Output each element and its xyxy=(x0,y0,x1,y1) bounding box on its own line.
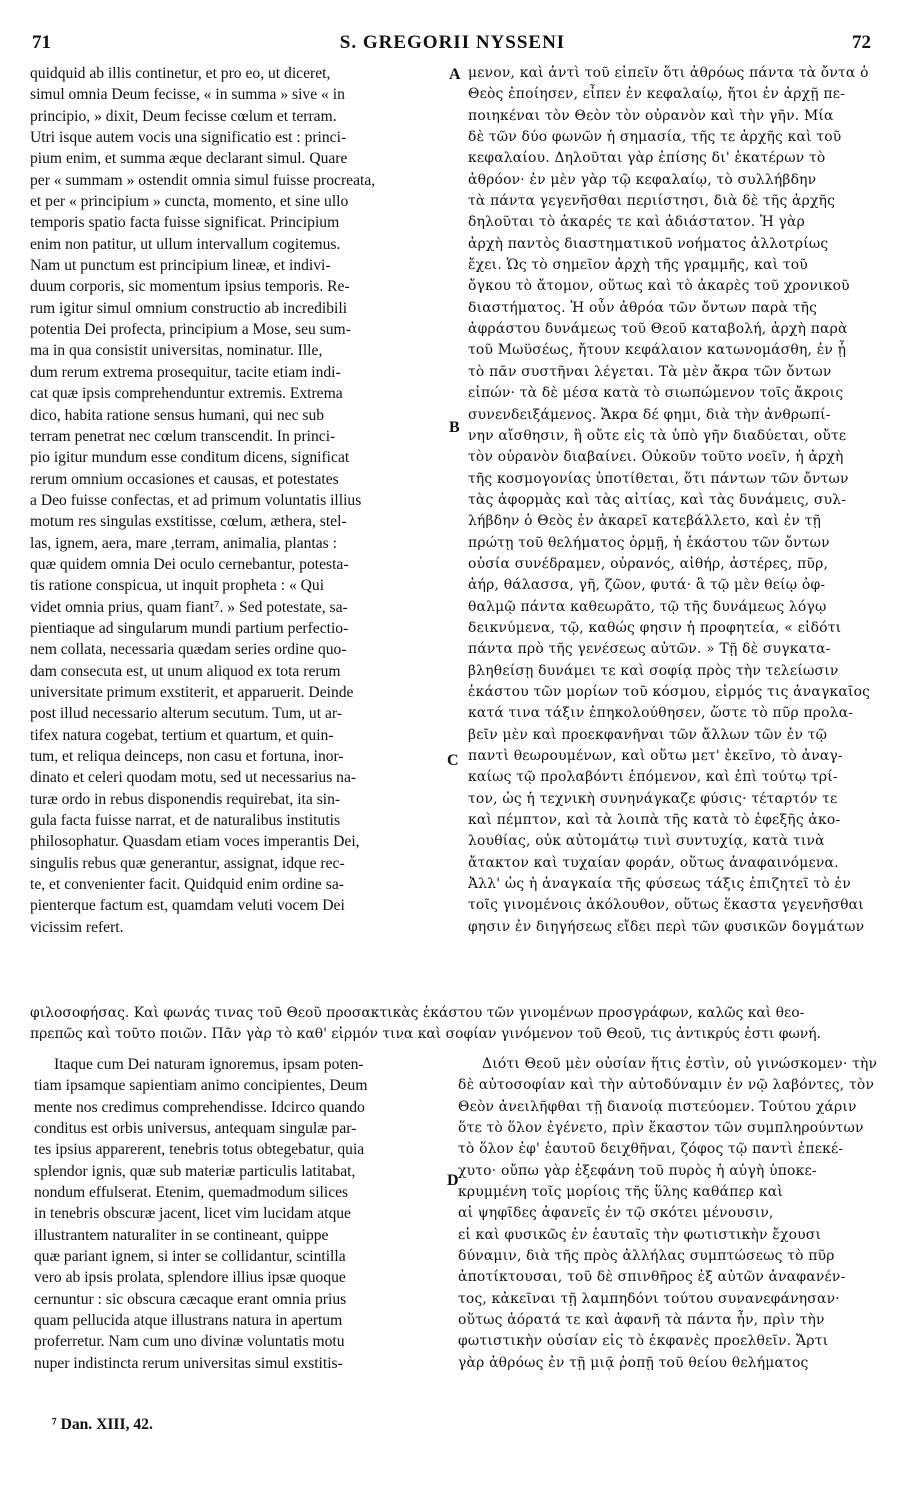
latin-line: videt omnia prius, quam fiant⁷. » Sed potestate, sa- xyxy=(30,598,348,616)
latin-line: dam consecuta est, ut unum aliquod ex tota rerum xyxy=(30,662,341,680)
greek-line: κεφαλαίου. Δηλοῦται γὰρ ἐπίσης δι' ἑκατέρων τὸ xyxy=(468,150,826,167)
latin-line: et per « principium » cuncta, momento, et sine ullo xyxy=(30,193,349,211)
greek-line: τον, ὡς ἡ τεχνικὴ συνηνάγκαζε φύσις· τέταρτόν τε xyxy=(468,790,838,807)
latin-line: dum rerum extrema prosequitur, tacite etiam indi- xyxy=(30,363,341,381)
latin-line: rerum omnium occasiones et causas, et potestates xyxy=(30,470,339,488)
latin-line: Itaque cum Dei naturam ignoremus, ipsam poten- xyxy=(54,1056,364,1073)
greek-line: Ἀλλ' ὡς ἡ ἀναγκαία τῆς φύσεως τάξις ἐπιζητεῖ τὸ ἐν xyxy=(468,876,851,893)
greek-line: τὸ ὅλον ἐφ' ἑαυτοῦ δειχθῆναι, ζόφος τῷ παντὶ ἐπεκέ- xyxy=(458,1141,844,1158)
latin-line: nem collata, necessaria quædam series ordine quo- xyxy=(30,641,347,659)
latin-line: te, et convenienter facit. Quidquid enim ordine sa- xyxy=(30,876,344,894)
latin-line: quæ pariant ignem, si inter se collidantur, scintilla xyxy=(34,1248,346,1266)
latin-line: dico, habita ratione sensus humani, qui nec sub xyxy=(30,406,325,424)
greek-line: ἀποτίκτουσαι, τοῦ δὲ σπινθῆρος ἐξ αὐτῶν ἀναφανέν- xyxy=(458,1269,846,1286)
greek-line: δηλοῦται τὸ ἀκαρές τε καὶ ἀδιάστατον. Ἡ γὰρ xyxy=(468,214,805,231)
latin-line: quidquid ab illis continetur, et pro eo, ut diceret, xyxy=(30,65,331,82)
greek-line: τὸν οὐρανὸν διαβαίνει. Οὐκοῦν τοῦτο νοεῖν, ἡ ἀρχὴ xyxy=(468,449,844,466)
latin-line: pientiaque ad singularum mundi partium perfectio- xyxy=(30,619,349,637)
greek-line: λουθίας, οὐκ αὐτομάτῳ τινὶ συντυχίᾳ, κατὰ τινὰ xyxy=(468,833,825,850)
latin-line: duum corporis, sic momentum ipsius temporis. Re- xyxy=(30,278,350,296)
margin-letter-d: D xyxy=(447,1172,459,1189)
greek-line: Θεὸν ἀνειλῆφθαι τῇ διανοίᾳ πιστεύομεν. Τούτου χάριν xyxy=(458,1098,857,1115)
latin-line: potentia Dei profecta, principium a Mose, seu sum- xyxy=(30,321,351,339)
latin-line: tiam ipsamque sapientiam animo concipientes, Deum xyxy=(34,1077,368,1095)
latin-column-bottom xyxy=(34,1054,444,1374)
latin-line: cat quæ ipsis comprehenduntur extremis. Extrema xyxy=(30,385,343,403)
greek-line: κρυμμένη τοῖς μορίοις τῆς ὕλης καθάπερ καὶ xyxy=(458,1184,784,1201)
latin-line: ma in qua consistit universitas, nominatur. Ille, xyxy=(30,342,323,360)
latin-line: quam pellucida atque illustrans natura in apertum xyxy=(34,1312,343,1330)
greek-line: συνενδειξάμενος. Ἄκρα δέ φημι, διὰ τὴν ἀνθρωπί- xyxy=(468,406,831,423)
latin-line: nuper indistincta rerum universitas simul exstitis- xyxy=(34,1354,343,1372)
latin-line: splendor ignis, quæ sub materiæ particulis latitabat, xyxy=(34,1162,356,1180)
latin-line: turæ ordo in rebus disponendis requirebat, ita sin- xyxy=(30,790,341,808)
greek-line: λήβδην ὁ Θεὸς ἐν ἀκαρεῖ κατεβάλλετο, καὶ ἐν τῇ xyxy=(468,513,822,530)
latin-line: temporis spatio facta fuisse significat. Principium xyxy=(30,214,340,232)
margin-letter-c: C xyxy=(447,752,459,769)
greek-line: παντὶ θεωρουμένων, καὶ οὕτω μετ' ἐκεῖνο, τὸ ἀναγ- xyxy=(468,748,843,764)
latin-line: illustrantem naturaliter in se contineant, quippe xyxy=(34,1226,329,1244)
latin-line: tum, et reliqua deinceps, non casu et fortuna, inor- xyxy=(30,748,344,765)
latin-line: Nam ut punctum est principium lineæ, et indivi- xyxy=(30,257,331,275)
greek-line: φησιν ἐν διηγήσεως εἴδει περὶ τῶν φυσικῶν δογμάτων xyxy=(468,918,865,935)
greek-line: ὄγκου τὸ ἄτομον, οὕτως καὶ τὸ ἀκαρὲς τοῦ χρονικοῦ xyxy=(468,278,850,295)
greek-line: ἀφράστου δυνάμεως τοῦ Θεοῦ καταβολή, ἀρχὴ παρὰ xyxy=(468,321,848,338)
latin-line: philosophatur. Quasdam etiam voces imperantis Dei, xyxy=(30,833,360,851)
greek-line: ἀρχὴ παντὸς διαστηματικοῦ νοήματος ἀλλοτρίως xyxy=(468,235,829,252)
greek-line: πρώτῃ τοῦ θελήματος ὁρμῇ, ἡ ἑκάστου τῶν ὄντων xyxy=(468,534,830,551)
latin-line: dinato et celeri quodam motu, sed ut necessarius na- xyxy=(30,769,357,787)
greek-line: κατά τινα τάξιν ἐπηκολούθησεν, ὥστε τὸ πῦρ προλα- xyxy=(468,705,854,722)
margin-letter-b: B xyxy=(449,419,460,436)
greek-line: ἔχει. Ὡς τὸ σημεῖον ἀρχὴ τῆς γραμμῆς, καὶ τοῦ xyxy=(468,257,808,274)
greek-line: βεῖν μὲν καὶ προεκφανῆναι τῶν ἄλλων τῶν ἐν τῷ xyxy=(468,726,828,743)
greek-line: τος, κἀκεῖναι τῇ λαμπηδόνι τούτου συνανεφάνησαν· xyxy=(458,1290,840,1307)
greek-line: καὶ πέμπτον, καὶ τὰ λοιπὰ τῆς κατὰ τὸ ἐφεξῆς ἀκο- xyxy=(468,812,841,829)
greek-line: ἀθρόον· ἐν μὲν γὰρ τῷ κεφαλαίῳ, τὸ συλλήβδην xyxy=(468,171,817,188)
latin-line: a Deo fuisse confectas, et ad primum voluntatis illius xyxy=(30,491,362,509)
greek-full-line: φιλοσοφήσας. Καὶ φωνάς τινας τοῦ Θεοῦ προσακτικὰς ἑκάστου τῶν γινομένων προσγράφων, καλῶς καὶ θεο- xyxy=(30,1005,805,1021)
latin-line: vero ab ipsis prolata, splendore illius ipsæ quoque xyxy=(34,1269,346,1287)
greek-line: δὲ τῶν δύο φωνῶν ἡ σημασία, τῆς τε ἀρχῆς καὶ τοῦ xyxy=(468,129,842,146)
greek-line: νην αἴσθησιν, ἢ οὔτε εἰς τὰ ὑπὸ γῆν διαδύεται, οὔτε xyxy=(468,427,847,444)
latin-line: pio igitur mundum esse conditum dicens, significat xyxy=(30,449,350,467)
latin-line: tis ratione conspicua, ut inquit propheta : « Qui xyxy=(30,577,325,595)
latin-line: simul omnia Deum fecisse, « in summa » sive « in xyxy=(30,86,345,104)
margin-letter-a: A xyxy=(449,66,461,83)
latin-line: mente nos credimus comprehendisse. Idcirco quando xyxy=(34,1098,365,1116)
latin-line: conditus est orbis universus, antequam singulæ par- xyxy=(34,1120,357,1138)
greek-line: δύναμιν, διὰ τῆς πρὸς ἀλλήλας συμπτώσεως τὸ πῦρ xyxy=(458,1248,835,1265)
greek-full-width-lines xyxy=(30,1003,878,1046)
greek-line: δὲ αὐτοσοφίαν καὶ τὴν αὐτοδύναμιν ἐν νῷ λαβόντες, τὸν xyxy=(458,1077,875,1094)
greek-line: τοῦ Μωϋσέως, ἤτουν κεφάλαιον κατωνομάσθη, ἐν ᾗ xyxy=(468,342,847,359)
latin-line: per « summam » ostendit omnia simul fuisse procreata, xyxy=(30,171,376,189)
greek-line: βληθείσῃ δυνάμει τε καὶ σοφίᾳ πρὸς τὴν τελείωσιν xyxy=(468,662,839,679)
greek-line: αἱ ψηφῖδες ἀφανεῖς ἐν τῷ σκότει μένουσιν, xyxy=(458,1205,774,1222)
greek-column-top xyxy=(468,63,878,938)
greek-line: τὰς ἀφορμὰς καὶ τὰς αἰτίας, καὶ τὰς δυνάμεις, συλ- xyxy=(468,491,847,508)
greek-line: θαλμῷ πάντα καθεωρᾶτο, τῷ τῆς δυνάμεως λόγῳ xyxy=(468,598,827,615)
greek-line: εἰ καὶ φυσικῶς ἐν ἑαυταῖς τὴν φωτιστικὴν ἔχουσι xyxy=(458,1226,822,1243)
greek-line: χυτο· οὔπω γὰρ ἐξεφάνη τοῦ πυρὸς ἡ αὐγὴ ὑποκε- xyxy=(458,1162,817,1179)
greek-line: Διότι Θεοῦ μὲν οὐσίαν ἥτις ἐστὶν, οὐ γινώσκομεν· τὴν xyxy=(482,1056,878,1072)
latin-line: tifex natura cogebat, tertium et quartum, et quin- xyxy=(30,726,334,744)
page-number-left: 71 xyxy=(32,32,51,53)
greek-line: τῆς κοσμογονίας ὑποτίθεται, ὅτι πάντων τῶν ὄντων xyxy=(468,470,849,487)
greek-line: τὰ πάντα γεγενῆσθαι περιίστησι, διὰ δὲ τῆς ἀρχῆς xyxy=(468,193,836,210)
running-title: S. GREGORII NYSSENI xyxy=(339,32,566,53)
latin-line: motum res singulas exstitisse, cœlum, æthera, stel- xyxy=(30,513,347,531)
latin-line: proferretur. Nam cum uno divinæ voluntatis motu xyxy=(34,1333,345,1351)
greek-line: οὐσία συνέδραμεν, οὐρανός, αἰθήρ, ἀστέρες, πῦρ, xyxy=(468,555,829,572)
greek-line: μενον, καὶ ἀντὶ τοῦ εἰπεῖν ὅτι ἀθρόως πάντα τὰ ὄντα ὁ xyxy=(468,65,869,81)
greek-line: ἑκάστου τῶν μορίων τοῦ κόσμου, εἱρμός τις ἀναγκαῖος xyxy=(468,683,871,700)
greek-line: οὕτως ἀόρατά τε καὶ ἀφανῆ τὰ πάντα ἦν, πρὶν τὴν xyxy=(458,1312,825,1329)
greek-line: διαστήματος. Ἡ οὖν ἀθρόα τῶν ὄντων παρὰ τῆς xyxy=(468,299,818,316)
greek-line: δεικνύμενα, τῷ, καθώς φησιν ἡ προφητεία, « εἰδότι xyxy=(468,619,842,636)
footnote: ⁷ Dan. XIII, 42. xyxy=(52,1416,153,1433)
latin-line: terram penetrat nec cœlum transcendit. In princi- xyxy=(30,427,336,445)
greek-line: εἰπών· τὰ δὲ μέσα κατὰ τὸ σιωπώμενον τοῖς ἄκροις xyxy=(468,385,844,402)
latin-line: vicissim refert. xyxy=(30,918,124,936)
greek-line: καίως τῷ προλαβόντι ἑπόμενον, καὶ ἐπὶ τούτῳ τρί- xyxy=(468,769,838,786)
latin-line: enim non patitur, ut ullum intervallum cogitemus. xyxy=(30,235,341,253)
page-number-right: 72 xyxy=(852,32,871,53)
greek-line: φωτιστικὴν οὐσίαν εἰς τὸ ἐκφανὲς προελθεῖν. Ἄρτι xyxy=(458,1333,829,1350)
latin-line: pium enim, et summa æque declarant simul. Quare xyxy=(30,150,348,168)
greek-line: πάντα πρὸ τῆς γενέσεως αὐτῶν. » Τῇ δὲ συγκατα- xyxy=(468,641,831,658)
latin-line: pienterque factum est, quamdam veluti vocem Dei xyxy=(30,897,345,915)
latin-line: quæ quidem omnia Dei oculo cernebantur, potesta- xyxy=(30,555,349,573)
latin-column-top xyxy=(30,63,446,938)
latin-line: nondum effulserat. Etenim, quemadmodum silices xyxy=(34,1184,349,1202)
latin-line: singulis rebus quæ generantur, assignat, idque rec- xyxy=(30,854,345,872)
greek-line: ἀήρ, θάλασσα, γῆ, ζῶον, φυτά· ἃ τῷ μὲν θείῳ ὀφ- xyxy=(468,577,826,594)
greek-line: τοῖς γινομένοις ἀκόλουθον, οὕτως ἕκαστα γεγενῆσθαι xyxy=(468,897,864,914)
latin-line: gula facta fuisse narrat, et de naturalibus institutis xyxy=(30,812,341,830)
latin-line: rum igitur simul omnium constructio ab incredibili xyxy=(30,299,348,317)
greek-line: Θεὸς ἐποίησεν, εἶπεν ἐν κεφαλαίῳ, ἤτοι ἐν ἀρχῇ πε- xyxy=(468,86,845,103)
latin-line: las, ignem, aera, mare ,terram, animalia, plantas : xyxy=(30,534,337,552)
latin-line: principio, » dixit, Deum fecisse cœlum et terram. xyxy=(30,107,337,125)
greek-line: ποιηκέναι τὸν Θεὸν τὸν οὐρανὸν καὶ τὴν γῆν. Μία xyxy=(468,107,834,124)
latin-line: tes ipsius apparerent, tenebris totus obtegebatur, quia xyxy=(34,1141,365,1159)
greek-column-bottom xyxy=(458,1054,878,1374)
latin-line: Utri isque autem vocis una significatio est : princi- xyxy=(30,129,347,147)
greek-line: ὅτε τὸ ὅλον ἐγένετο, πρὶν ἕκαστον τῶν συμπληρούντων xyxy=(458,1120,864,1137)
latin-line: universitate primum exstiterit, et apparuerit. Deinde xyxy=(30,683,354,701)
latin-line: post illud necessario alterum secutum. Tum, ut ar- xyxy=(30,705,342,723)
latin-line: in tenebris obscuræ jacent, licet vim lucidam atque xyxy=(34,1205,351,1223)
greek-line: τὸ πᾶν συστῆναι λέγεται. Τὰ μὲν ἄκρα τῶν ὄντων xyxy=(468,363,832,380)
greek-line: ἄτακτον καὶ τυχαίαν φοράν, οὕτως ἀναφαινόμενα. xyxy=(468,854,839,871)
latin-line: cernuntur : sic obscura cæcaque erant omnia prius xyxy=(34,1290,347,1308)
greek-line: γὰρ ἀθρόως ἐν τῇ μιᾷ ῥοπῇ τοῦ θείου θελήματος xyxy=(458,1354,809,1371)
greek-full-line: πρεπῶς καὶ τοῦτο ποιῶν. Πᾶν γὰρ τὸ καθ' εἱρμόν τινα καὶ σοφίαν γινόμενον τοῦ Θεοῦ, τις ἀντικρύς ἐστι φωνή. xyxy=(30,1026,821,1043)
